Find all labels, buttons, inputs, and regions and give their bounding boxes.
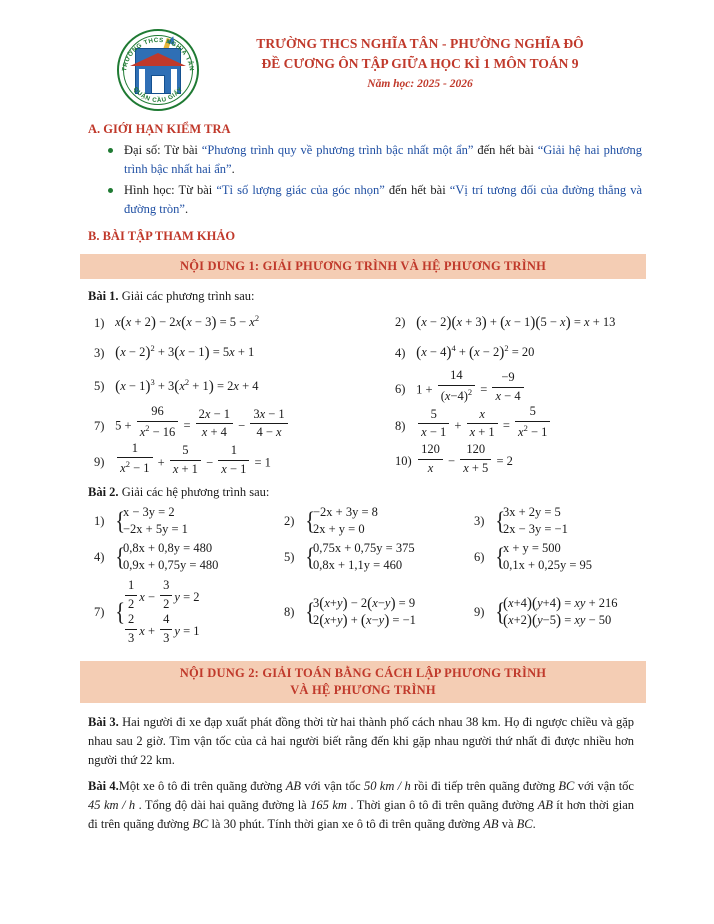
equation-item: 7) 5 + $\frac{96}{x^2 - 16}$ = $\frac{2x - 1}{x + 4}$ − $\frac{3x - 1}{4 - x}$ xyxy=(94,404,377,440)
bai4-p3: rồi đi tiếp trên quãng đường xyxy=(410,778,559,793)
bai4-p7: ít hơn thời gian đi trên quãng đường xyxy=(88,797,635,831)
bai4-label: Bài 4. xyxy=(88,778,119,793)
sys-eq: 0,9x + 0,75y = 480 xyxy=(123,558,219,573)
bai1-label: Bài 1. xyxy=(88,289,119,303)
section-b-heading: B. BÀI TẬP THAM KHẢO xyxy=(88,229,236,243)
sys-eq: −2x + 5y = 1 xyxy=(123,522,188,537)
equation-item: 10) $\frac{120}{x}$ − $\frac{120}{x + 5}$ = 2 xyxy=(395,441,513,475)
equation-item: 9) $\frac{1}{x^2 - 1}$ + $\frac{5}{x + 1}$ − $\frac{1}{x - 1}$ = 1 xyxy=(94,440,271,476)
sys-label: 9) xyxy=(473,604,485,619)
equation-item: 3) $(x - 2)^2 + 3(x - 1) = 5x + 1$ xyxy=(94,343,255,362)
sys-label: 3) xyxy=(473,513,485,528)
bai4-p4: với vận tốc xyxy=(574,778,634,793)
sys-label: 7) xyxy=(94,604,105,619)
logo-arc-top: TRƯỜNG THCS NGHĨA TÂN xyxy=(121,36,195,72)
bai4-total: 165 km xyxy=(310,797,347,812)
bai2-heading xyxy=(88,485,680,500)
bai2-label: Bài 2. xyxy=(88,485,119,500)
eq-label: 7) xyxy=(94,418,105,433)
bai3-text: Hai người đi xe đạp xuất phát đồng thời từ hai thành phố cách nhau 38 km. Họ đi ngược chiều và gặp nhau sau 2 giờ. Tìm vận tốc của cả hai người biết rằng đến khi gặp nhau người thứ nhất đi được nhiều hơn người thứ 22 km. xyxy=(88,714,634,767)
sys-eq: { 0,75x + 0,75y = 375 xyxy=(312,541,415,556)
bai4-ab1: AB xyxy=(285,778,302,793)
scope-suffix-2: . xyxy=(184,202,189,216)
sys-eq: 0,1x + 0,25y = 95 xyxy=(502,558,593,573)
svg-text:TRƯỜNG THCS NGHĨA TÂN xyxy=(121,37,195,72)
sys-label: 1) xyxy=(94,513,105,528)
equation-item: 6) 1 + $\frac{14}{(x-4)^2}$ = $\frac{-9}{x - 4}$ xyxy=(377,368,660,404)
system-item xyxy=(474,504,664,538)
system-item xyxy=(94,504,284,538)
system-item xyxy=(474,540,664,574)
system-item: 9) { (x+4)(y+4) = xy + 216 (x+2)(y−5) = xy − 50 xyxy=(474,595,664,629)
bai1-heading xyxy=(88,289,680,304)
system-item xyxy=(94,540,284,574)
sys-eq: 0,8x + 1,1y = 460 xyxy=(312,558,403,573)
sys-eq: 2x − 3y = −1 xyxy=(502,522,568,537)
banner2-line1: NỘI DUNG 2: GIẢI TOÁN BẰNG CÁCH LẬP PHƯƠNG TRÌNH xyxy=(179,665,547,680)
sys-label: 2) xyxy=(283,513,295,528)
bai2-systems xyxy=(94,504,664,647)
document-title: ĐỀ CƯƠNG ÔN TẬP GIỮA HỌC KÌ 1 MÔN TOÁN 9 xyxy=(261,56,579,71)
svg-text:QUẬN CẦU GIẤY xyxy=(132,86,185,104)
sys-label: 5) xyxy=(283,549,295,564)
scope-list xyxy=(108,141,680,219)
eq-label: 4) xyxy=(395,345,406,360)
school-logo xyxy=(116,28,200,112)
bai4-paragraph xyxy=(88,777,634,834)
bai4-v1: 50 km / h xyxy=(363,778,411,793)
scope-quote-1a: “Phương trình quy về phương trình bậc nhất một ẩn” xyxy=(201,143,474,157)
system-item: 8) { 3(x+y) − 2(x−y) = 9 2(x+y) + (x−y) = −1 xyxy=(284,595,474,629)
sys-eq: { x + y = 500 xyxy=(502,541,561,556)
sys-label: 4) xyxy=(94,549,105,564)
bai4-p2: với vận tốc xyxy=(301,778,364,793)
equation-item: 5) $(x - 1)^3 + 3(x^2 + 1) = 2x + 4$ xyxy=(94,376,259,395)
banner-noi-dung-1: NỘI DUNG 1: GIẢI PHƯƠNG TRÌNH VÀ HỆ PHƯƠNG TRÌNH xyxy=(80,254,646,279)
scope-mid-2: đến hết bài xyxy=(384,183,450,197)
list-item xyxy=(108,181,680,219)
bai4-bc3: BC xyxy=(516,816,533,831)
equation-item: 2) (x − 2)(x + 3) + (x − 1)(5 − x) = x + 13 xyxy=(395,314,616,331)
bai1-text: Giải các phương trình sau: xyxy=(121,289,255,303)
bai4-bc1: BC xyxy=(558,778,575,793)
equation-item: 1) $x(x + 2) - 2x(x - 3) = 5 - x^2$ xyxy=(94,313,260,332)
sys-eq: { −2x + 3y = 8 xyxy=(312,505,378,520)
eq-label: 6) xyxy=(395,382,406,397)
sys-eq: 2x + y = 0 xyxy=(312,522,365,537)
bai4-v2: 45 km / h xyxy=(88,797,136,812)
scope-prefix-1: Đại số: Từ bài xyxy=(124,143,202,157)
bai3-label: Bài 3. xyxy=(88,714,119,729)
scope-quote-2b: “Vị trí tương đối của đường thẳng và đường tròn” xyxy=(124,183,642,216)
equation-item: 8) $\frac{5}{x - 1}$ + $\frac{x}{x + 1}$ = $\frac{5}{x^2 - 1}$ xyxy=(377,404,660,440)
school-name: TRƯỜNG THCS NGHĨA TÂN - PHƯỜNG NGHĨA ĐÔ xyxy=(256,36,584,51)
scope-suffix-1: . xyxy=(231,162,235,176)
eq-label: 9) xyxy=(94,455,105,470)
sys-label: 8) xyxy=(283,604,295,619)
bai4-ab2: AB xyxy=(537,797,553,812)
bai2-text: Giải các hệ phương trình sau: xyxy=(121,485,270,500)
system-item: 7) { $\frac{1}{2}$ x − $\frac{3}{2}$ y = 2 $\frac{2}{3}$ x + $\frac{4}{3}$ y = 1 xyxy=(94,578,284,647)
sys-label: 6) xyxy=(473,549,485,564)
bai4-p9: và xyxy=(498,816,517,831)
sys-eq: { 0,8x + 0,8y = 480 xyxy=(123,541,213,556)
scope-quote-2a: “Tỉ số lượng giác của góc nhọn” xyxy=(216,183,385,197)
eq-label: 5) xyxy=(94,378,105,393)
bai4-p10: . xyxy=(532,816,536,831)
banner2-line2: VÀ HỆ PHƯƠNG TRÌNH xyxy=(290,682,436,697)
bai3-paragraph xyxy=(88,713,634,770)
bai4-p1: Một xe ô tô đi trên quãng đường xyxy=(118,778,286,793)
bai1-equations xyxy=(94,308,660,477)
equation-item: 4) $(x - 4)^4 + (x - 2)^2 = 20$ xyxy=(395,343,535,362)
eq-label: 8) xyxy=(395,418,406,433)
eq-label: 1) xyxy=(94,315,105,330)
list-item xyxy=(108,141,680,179)
scope-mid-1: đến hết bài xyxy=(473,143,538,157)
logo-arc-bottom: QUẬN CẦU GIẤY xyxy=(131,85,185,105)
sys-eq: { 3x + 2y = 5 xyxy=(502,505,561,520)
eq-label: 10) xyxy=(395,454,412,469)
system-item xyxy=(284,504,474,538)
document-header xyxy=(34,26,680,112)
sys-eq: { x − 3y = 2 xyxy=(123,505,175,520)
banner-noi-dung-2 xyxy=(80,661,646,703)
logo-arc-text-icon xyxy=(116,28,200,112)
scope-quote-1b: “Giải hệ hai phương trình bậc nhất hai ẩn” xyxy=(124,143,643,176)
bai4-p8: là 30 phút. Tính thời gian xe ô tô đi trên quãng đường xyxy=(208,816,484,831)
section-a-heading: A. GIỚI HẠN KIỂM TRA xyxy=(88,122,231,136)
bai4-p6: . Thời gian ô tô đi trên quãng đường xyxy=(346,797,538,812)
bai4-ab3: AB xyxy=(483,816,499,831)
bai4-bc2: BC xyxy=(192,816,209,831)
scope-prefix-2: Hình học: Từ bài xyxy=(124,183,217,197)
system-item xyxy=(284,540,474,574)
bai4-p5: . Tổng độ dài hai quãng đường là xyxy=(135,797,311,812)
school-year: Năm học: 2025 - 2026 xyxy=(367,78,473,90)
eq-label: 3) xyxy=(94,345,105,360)
eq-label: 2) xyxy=(395,315,406,330)
